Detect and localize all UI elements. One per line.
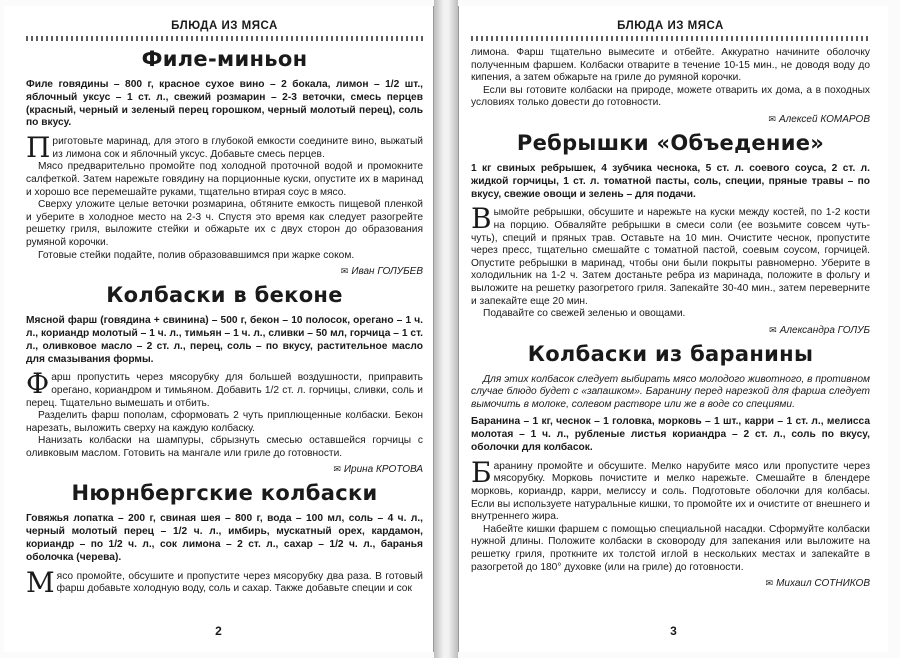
author-mark-icon: ✉ [340,266,349,277]
recipe-intro: Для этих колбасок следует выбирать мясо молодого животного, в противном случае блюдо будет с «запашком». Баранину перед нарезкой для фарша следует вымочить в молоке, солевом растворе или же в воде со специями. [471,373,870,410]
ingredients: Мясной фарш (говядина + свинина) – 500 г, бекон – 10 полосок, орегано – 1 ч. л., кориандр молотый – 1 ч. л., тимьян – 1 ч. л., сливки – 50 мл, горчица – 1 ст. л., оливковое масло – 2 ст. л., перец, соль – по вкусу, растительное масло для смазывания формы. [26,315,423,365]
page-number: 2 [215,624,222,638]
page-header: БЛЮДА ИЗ МЯСА [617,20,724,32]
ingredients: 1 кг свиных ребрышек, 4 зубчика чеснока, 5 ст. л. соевого соуса, 2 ст. л. жидкой горчицы, 1 ст. л. томатной пасты, соль, специи, пряные травы – по вкусу, свежие овощи и зелень – для подачи. [471,162,870,200]
left-page [4,6,434,652]
recipe-paragraph: Баранину промойте и обсушите. Мелко нарубите мясо или пропустите через мясорубку. Морковь почистите и мелко нарежьте. Смешайте в блендере морковь, кориандр, карри, мелиссу и соль. Подготовьте оболочки для колбасы. Если вы используете натуральные кишки, то промойте их и очистите от внешнего и внутреннего жира. [471,455,870,523]
author-signature: ✉ Иван ГОЛУБЕВ [340,266,423,278]
drop-cap: Ф [26,367,50,401]
page-number: 3 [670,624,677,638]
author-signature: ✉ Михаил СОТНИКОВ [765,578,870,590]
drop-cap: М [26,565,55,599]
recipe-paragraph: лимона. Фарш тщательно вымесите и отбейте. Аккуратно начините оболочку полученным фаршем. Колбаски отварите в течение 10-15 мин., не доводя воду до кипения, а затем обжарьте на гриле до румяной корочки. [471,47,870,84]
recipe-paragraph: Мясо предварительно промойте под холодной проточной водой и промокните салфеткой. Затем нарежьте говядину на порционные куски, опустите их в маринад и хорошо все перемешайте руками, тщательно втирая соус в мясо. [26,161,423,198]
recipe-paragraph: Фарш пропустить через мясорубку для большей воздушности, приправить орегано, кориандром и тимьяном. Добавить 1/2 ст. л. горчицы, сливки, соль и перец. Тщательно вымешать и отбить. [26,367,423,409]
recipe-paragraph: Набейте кишки фаршем с помощью специальной насадки. Сформуйте колбаски нужной длины. Положите колбаски в сковороду для запекания или выложите на решетку гриля, проткните их толстой иглой в нескольких местах и запекайте в разогретой до 180° духовке (или на гриле) до готовности. [471,523,870,573]
author-mark-icon: ✉ [768,113,776,124]
recipe-title-sausages-bacon: Колбаски в беконе [106,283,343,308]
recipe-paragraph: Разделить фарш пополам, сформовать 2 чуть приплющенные колбаски. Бекон нарезать, выложить сверху на каждую колбаску. [26,410,423,434]
author-mark-icon: ✉ [333,464,341,475]
recipe-paragraph: Мясо промойте, обсушите и пропустите через мясорубку два раза. В готовый фарш добавьте холодную воду, соль и сахар. Также добавьте специи и сок [26,565,423,599]
recipe-paragraph: Подавайте со свежей зеленью и овощами. [483,308,686,320]
recipe-paragraph: Нанизать колбаски на шампуры, сбрызнуть смесью оставшейся горчицы с оливковым маслом. Готовить на мангале или гриле до готовности. [26,435,423,459]
recipe-title-lamb-sausages: Колбаски из баранины [527,341,814,366]
drop-cap: В [471,202,492,236]
author-signature: ✉ Алексей КОМАРОВ [768,113,870,125]
drop-cap: Б [471,455,492,489]
ingredients: Филе говядины – 800 г, красное сухое вино – 2 бокала, лимон – 1/2 шт., яблочный уксус – 1 ст. л., свежий розмарин – 2-3 веточки, смесь перцев (красный, черный и зеленый перец горошком, черный молотый перец), соль по вкусу. [26,79,423,129]
recipe-title-nuremberg-sausages: Нюрнбергские колбаски [71,481,378,506]
drop-cap: П [26,131,51,165]
recipe-paragraph: Если вы готовите колбаски на природе, можете отварить их дома, а в походных условиях только довести до готовности. [471,84,870,109]
recipe-paragraph: Сверху уложите целые веточки розмарина, обтяните емкость пищевой пленкой и уберите в холодное место на 2-3 ч. Спустя это время как следует разогрейте решетку гриля, выложите стейки и обжарьте их с двух сторон до образования румяной корочки. [26,199,423,248]
ingredients: Баранина – 1 кг, чеснок – 1 головка, морковь – 1 шт., карри – 1 ст. л., мелисса молотая – 1 ч. л., рубленые листья кориандра – 2 ст. л., соль по вкусу, оболочки для колбасок. [471,416,870,454]
author-mark-icon: ✉ [765,578,774,589]
header-ornament [471,36,870,41]
author-mark-icon: ✉ [769,324,777,335]
page-gutter [434,0,458,658]
recipe-paragraph: Вымойте ребрышки, обсушите и нарежьте на куски между костей, по 1-2 кости на порцию. Обваляйте ребрышки в смеси соли (ее возьмите совсем чуть-чуть), специй и пряных трав. Оставьте на 10 мин. Очистите чеснок, пропустите через пресс, тщательно смешайте с томатной пастой, соевым соусом, горчицей. Опустите ребрышки в маринад, чтобы они были покрыты равномерно. Уберите в холодильник на 1-2 ч. Затем достаньте ребра из маринада, положите в фольгу и выложите на решетку разогретого гриля. Запекайте 30-40 мин., затем переверните и запекайте еще 20 мин. [471,202,870,307]
recipe-paragraph: Приготовьте маринад, для этого в глубокой емкости соедините вино, выжатый из лимона сок и яблочный уксус. Добавьте смесь перцев. [26,131,423,165]
author-signature: ✉ Ирина КРОТОВА [333,464,423,476]
author-signature: ✉ Александра ГОЛУБ [769,324,870,336]
recipe-title-ribs: Ребрышки «Объедение» [516,130,825,155]
recipe-title-file-minion: Филе-миньон [141,47,308,71]
page-header: БЛЮДА ИЗ МЯСА [171,20,278,32]
right-page [458,6,888,652]
header-ornament [26,36,423,41]
recipe-paragraph: Готовые стейки подайте, полив образовавшимся при жарке соком. [38,249,355,261]
ingredients: Говяжья лопатка – 200 г, свиная шея – 800 г, вода – 100 мл, соль – 4 ч. л., черный молотый перец – 1/2 ч. л., имбирь, мускатный орех, кардамон, кориандр – по 1/2 ч. л., сок лимона – 2 ст. л., сахар – 1/2 ч. л., баранья оболочка (черева). [26,513,423,563]
